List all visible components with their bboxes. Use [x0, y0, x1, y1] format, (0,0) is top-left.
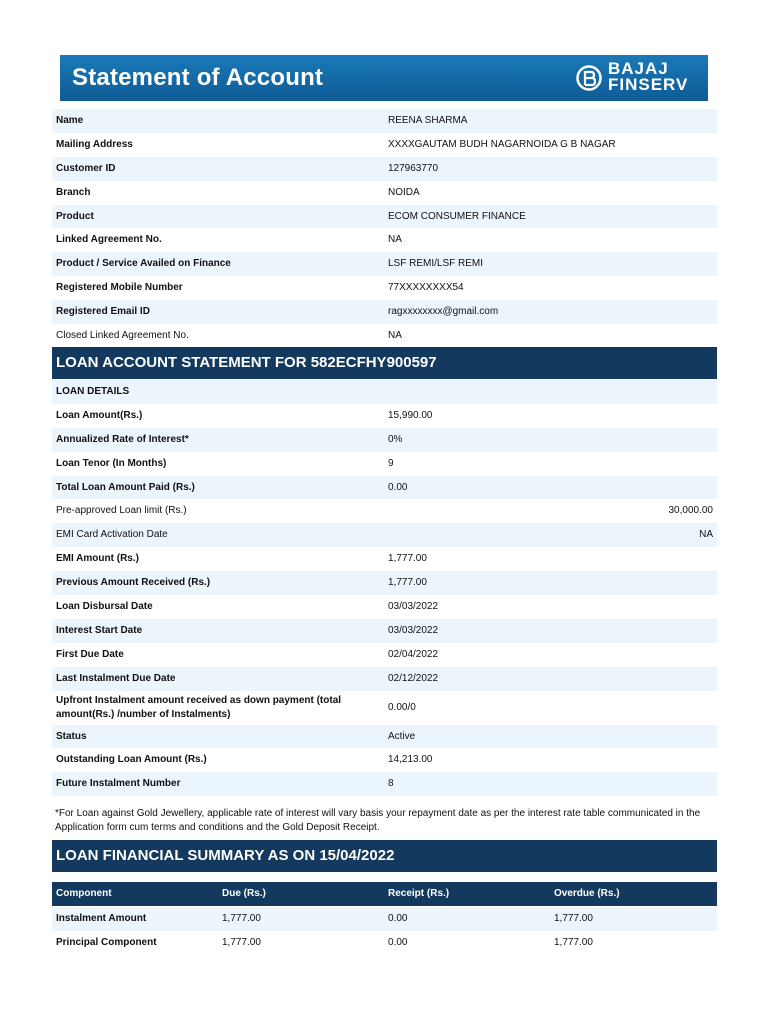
customer-row [52, 300, 717, 324]
row-value: ECOM CONSUMER FINANCE [388, 210, 526, 222]
row-label: Total Loan Amount Paid (Rs.) [56, 481, 195, 493]
row-label: Annualized Rate of Interest* [56, 433, 189, 445]
summary-cell-component: Principal Component [56, 937, 157, 948]
row-value: NOIDA [388, 186, 420, 198]
loan-row [52, 428, 717, 452]
loan-row [52, 691, 717, 725]
row-value: 14,213.00 [388, 754, 433, 766]
row-label: First Due Date [56, 648, 124, 660]
summary-cell-component: Instalment Amount [56, 913, 147, 924]
customer-details-table [52, 109, 717, 348]
loan-row [52, 772, 717, 796]
row-value: 127963770 [388, 162, 439, 174]
row-label: Product / Service Availed on Finance [56, 258, 231, 270]
customer-row [52, 157, 717, 181]
loan-statement-heading [52, 347, 717, 379]
row-label: Name [56, 115, 84, 126]
interest-rate-footnote: *For Loan against Gold Jewellery, applicable rate of interest will vary basis your repayment date as per the interest rate table communicated in the Application form cum terms and conditions and the Gold Deposit Receipt. [55, 808, 701, 833]
column-header-due: Due (Rs.) [222, 888, 266, 899]
row-value: XXXXGAUTAM BUDH NAGARNOIDA G B NAGAR [388, 138, 616, 150]
summary-row [52, 931, 717, 955]
row-value: NA [388, 330, 402, 342]
page-title: Statement of Account [72, 64, 324, 91]
summary-cell-receipt: 0.00 [388, 937, 408, 948]
section-heading-text: LOAN ACCOUNT STATEMENT FOR 582ECFHY900597 [56, 354, 437, 371]
loan-row [52, 667, 717, 691]
row-value: LSF REMI/LSF REMI [388, 258, 484, 270]
row-value: NA [699, 529, 713, 541]
customer-row [52, 133, 717, 157]
loan-row [52, 595, 717, 619]
row-value: 0.00/0 [388, 701, 416, 713]
logo-text-line1: BAJAJ [608, 59, 669, 78]
row-label: Last Instalment Due Date [56, 672, 176, 684]
row-value: REENA SHARMA [388, 115, 468, 126]
row-value: 77XXXXXXXX54 [388, 282, 464, 294]
row-value: NA [388, 234, 402, 246]
row-label: Upfront Instalment amount received as down payment (total amount(Rs.) /number of Instalments) [56, 694, 342, 720]
loan-row [52, 452, 717, 476]
summary-row [52, 907, 717, 931]
finserv-logo-icon [576, 65, 602, 91]
loan-row [52, 523, 717, 547]
logo-text-line2: FINSERV [608, 75, 689, 94]
customer-row [52, 228, 717, 252]
row-value: Active [388, 730, 416, 742]
customer-row [52, 205, 717, 229]
row-label: Outstanding Loan Amount (Rs.) [56, 754, 207, 766]
row-label: Customer ID [56, 162, 116, 174]
section-heading-text: LOAN FINANCIAL SUMMARY AS ON 15/04/2022 [56, 847, 395, 864]
row-label: Interest Start Date [56, 624, 143, 636]
loan-row [52, 404, 717, 428]
row-value: 8 [388, 778, 394, 790]
row-value: 03/03/2022 [388, 601, 439, 613]
row-value: 0.00 [388, 481, 408, 493]
row-value: 0% [388, 433, 403, 445]
header-banner [60, 55, 708, 101]
customer-row [52, 324, 717, 348]
row-value: 1,777.00 [388, 553, 427, 565]
row-label: Loan Disbursal Date [56, 601, 153, 613]
row-label: Product [56, 210, 94, 222]
row-value: 15,990.00 [388, 409, 433, 421]
loan-details-subheading-row [52, 380, 717, 404]
summary-cell-due: 1,777.00 [222, 937, 261, 948]
summary-cell-overdue: 1,777.00 [554, 913, 593, 924]
summary-table-header [52, 882, 717, 906]
row-label: Linked Agreement No. [56, 234, 162, 246]
row-label: Status [56, 730, 87, 742]
loan-row [52, 571, 717, 595]
row-label: Registered Mobile Number [56, 282, 183, 294]
loan-row [52, 725, 717, 749]
loan-row [52, 748, 717, 772]
row-label: Closed Linked Agreement No. [56, 330, 189, 342]
row-label: Previous Amount Received (Rs.) [56, 577, 211, 589]
summary-cell-due: 1,777.00 [222, 913, 261, 924]
summary-cell-overdue: 1,777.00 [554, 937, 593, 948]
customer-row [52, 252, 717, 276]
row-value: 9 [388, 457, 394, 469]
customer-row [52, 276, 717, 300]
column-header-receipt: Receipt (Rs.) [388, 888, 450, 899]
row-value: 30,000.00 [668, 505, 713, 517]
loan-details-subheading: LOAN DETAILS [56, 386, 130, 397]
customer-row [52, 181, 717, 205]
column-header-overdue: Overdue (Rs.) [554, 888, 620, 899]
loan-row [52, 619, 717, 643]
row-label: Branch [56, 186, 91, 198]
financial-summary-heading [52, 840, 717, 872]
loan-row [52, 547, 717, 571]
row-label: Loan Tenor (In Months) [56, 457, 167, 469]
loan-details-table [52, 380, 717, 796]
row-value: 02/12/2022 [388, 672, 439, 684]
row-label: Registered Email ID [56, 306, 150, 318]
row-label: Pre-approved Loan limit (Rs.) [56, 505, 187, 517]
row-value: 02/04/2022 [388, 648, 439, 660]
row-label: EMI Card Activation Date [56, 529, 168, 541]
row-value: ragxxxxxxxx@gmail.com [388, 306, 499, 318]
row-label: EMI Amount (Rs.) [56, 553, 139, 565]
summary-cell-receipt: 0.00 [388, 913, 408, 924]
row-label: Mailing Address [56, 138, 133, 150]
column-header-component: Component [56, 888, 112, 899]
customer-row [52, 109, 717, 133]
loan-row [52, 643, 717, 667]
row-label: Future Instalment Number [56, 778, 181, 790]
loan-row [52, 476, 717, 500]
row-value: 1,777.00 [388, 577, 427, 589]
row-value: 03/03/2022 [388, 624, 439, 636]
row-label: Loan Amount(Rs.) [56, 409, 143, 421]
bajaj-finserv-logo [576, 60, 698, 96]
loan-row [52, 499, 717, 523]
